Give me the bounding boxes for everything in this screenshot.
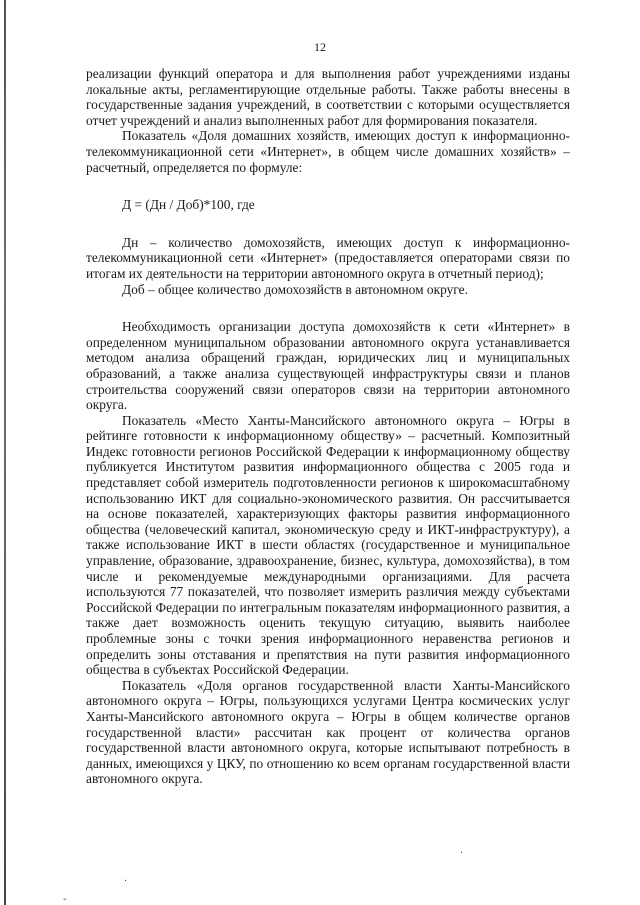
scan-speck: · (124, 876, 128, 887)
spacer (86, 297, 570, 319)
page-number: 12 (314, 40, 326, 54)
paragraph-households-indicator: Показатель «Доля домашних хозяйств, имеющих доступ к информационно-телекоммуникационной сети «Интернет», в общем числе домашних хозяйств» – расчетный, определяется по формуле: (86, 128, 570, 175)
paragraph-readiness-rating: Показатель «Место Ханты-Мансийского автономного округа – Югры в рейтинге готовности к информационному обществу» – расчетный. Композитный Индекс готовности регионов Российской Федерации к информационному обществу публикуется Институтом развития информационного общества с 2005 года и представляет собой измеритель подготовленности регионов к широкомасштабному использованию ИКТ для социально-экономического развития. Он рассчитывается на основе показателей, характеризующих факторы развития информационного общества (человеческий капитал, экономическую среду и ИКТ-инфраструктуру), а также использование ИКТ в шести областях (государственное и муниципальное управление, образование, здравоохранение, бизнес, культура, домохозяйства), в том числе и рекомендуемые международными организациями. Для расчета используются 77 показателей, что позволяет измерить различия между субъектами Российской Федерации по интегральным показателям информационного развития, а также дает возможность оценить текущую ситуацию, выявить наиболее проблемные зоны с точки зрения информационного неравенства регионов и определить зоны отставания и препятствия на пути развития информационного общества в субъектах Российской Федерации. (86, 412, 570, 678)
document-body (86, 66, 570, 787)
paragraph-internet-access-need: Необходимость организации доступа домохозяйств к сети «Интернет» в определенном муниципальном образовании автономного округа устанавливается методом анализа обращений граждан, юридических лиц и муниципальных образований, а также анализа существующей инфраструктуры связи и планов строительства сооружений связи операторов связи на территории автономного округа. (86, 319, 570, 413)
definition-dob: Доб – общее количество домохозяйств в автономном округе. (122, 281, 468, 297)
scan-speck: - (63, 894, 67, 905)
scan-speck: · (460, 848, 464, 859)
paragraph-continuation: реализации функций оператора и для выполнения работ учреждениями изданы локальные акты, регламентирующие отдельные работы. Также работы внесены в государственные задания учреждений, в соответствии с которыми осуществляется отчет учреждений и анализ выполненных работ для формирования показателя. (86, 66, 570, 128)
definition-dn: Дн – количество домохозяйств, имеющих доступ к информационно-телекоммуникационной сети «Интернет» (предоставляется операторами связи по итогам их деятельности на территории автономного округа в отчетный период); (86, 234, 570, 281)
paragraph-space-services-share: Показатель «Доля органов государственной власти Ханты-Мансийского автономного округа – Югры, пользующихся услугами Центра космических услуг Ханты-Мансийского автономного округа – Югры в общем количестве органов государственной власти» рассчитан как процент от количества органов государственной власти автономного округа, которые испытывают потребность в данных, имеющихся у ЦКУ, по отношению ко всем органам государственной власти автономного округа. (86, 677, 570, 787)
formula: Д = (Дн / Доб)*100, где (122, 197, 255, 213)
scan-edge-shadow (4, 0, 6, 905)
